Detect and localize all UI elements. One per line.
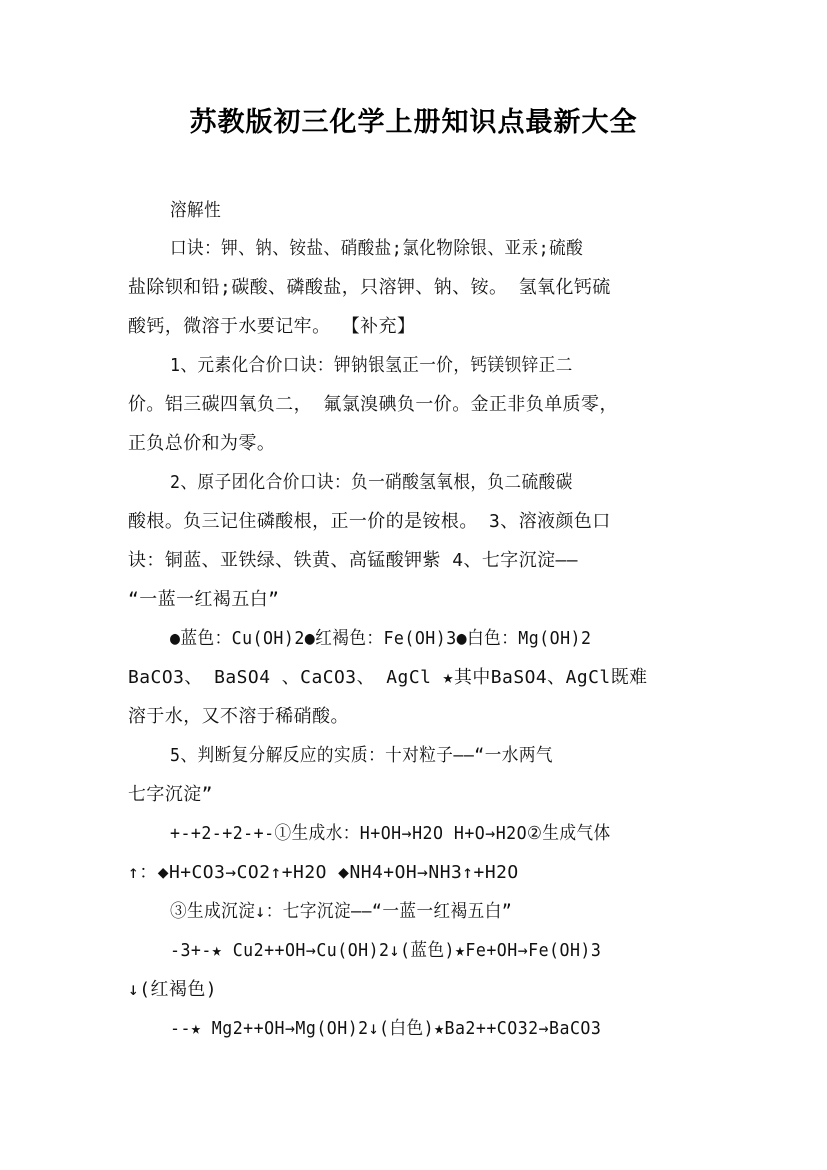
document-title: 苏教版初三化学上册知识点最新大全 xyxy=(189,107,638,138)
text-line: 溶于水，又不溶于稀硝酸。 xyxy=(128,706,349,727)
text-line: 2、原子团化合价口诀：负一硝酸氢氧根，负二硫酸碳 xyxy=(170,472,573,493)
text-line: 1、元素化合价口诀：钾钠银氢正一价，钙镁钡锌正二 xyxy=(170,355,573,376)
text-line: “一蓝一红褐五白” xyxy=(128,589,280,610)
text-line: 5、判断复分解反应的实质：十对粒子——“一水两气 xyxy=(170,745,553,766)
text-line: BaCO3、 BaSO4 、CaCO3、 AgCl ★其中BaSO4、AgCl既难 xyxy=(128,667,648,688)
text-line: ↑：◆H+CO3→CO2↑+H2O ◆NH4+OH→NH3↑+H2O xyxy=(128,862,519,883)
text-line: 口诀：钾、钠、铵盐、硝酸盐;氯化物除银、亚汞;硫酸 xyxy=(170,238,584,259)
text-line: +-+2-+2-+-①生成水：H+OH→H2O H+O→H2O②生成气体 xyxy=(170,823,611,844)
text-line: ↓(红褐色) xyxy=(128,979,218,1000)
text-line: 诀：铜蓝、亚铁绿、铁黄、高锰酸钾紫 4、七字沉淀—— xyxy=(128,550,579,571)
text-line: ③生成沉淀↓：七字沉淀——“一蓝一红褐五白” xyxy=(170,901,513,922)
text-line: 盐除钡和铅;碳酸、磷酸盐，只溶钾、钠、铵。 氢氧化钙硫 xyxy=(128,277,611,298)
text-line: --★ Mg2++OH→Mg(OH)2↓(白色)★Ba2++CO32→BaCO3 xyxy=(170,1018,602,1039)
text-line: 价。铝三碳四氧负二， 氟氯溴碘负一价。金正非负单质零， xyxy=(128,394,618,415)
text-line: 正负总价和为零。 xyxy=(128,433,276,454)
text-line: 酸钙，微溶于水要记牢。 【补充】 xyxy=(128,316,416,337)
text-line: ●蓝色：Cu(OH)2●红褐色：Fe(OH)3●白色：Mg(OH)2 xyxy=(170,628,592,649)
text-line: -3+-★ Cu2++OH→Cu(OH)2↓(蓝色)★Fe+OH→Fe(OH)3 xyxy=(170,940,602,961)
text-line: 七字沉淀” xyxy=(128,784,213,805)
text-line: 酸根。负三记住磷酸根，正一价的是铵根。 3、溶液颜色口 xyxy=(128,511,611,532)
heading-solubility: 溶解性 xyxy=(170,200,222,221)
